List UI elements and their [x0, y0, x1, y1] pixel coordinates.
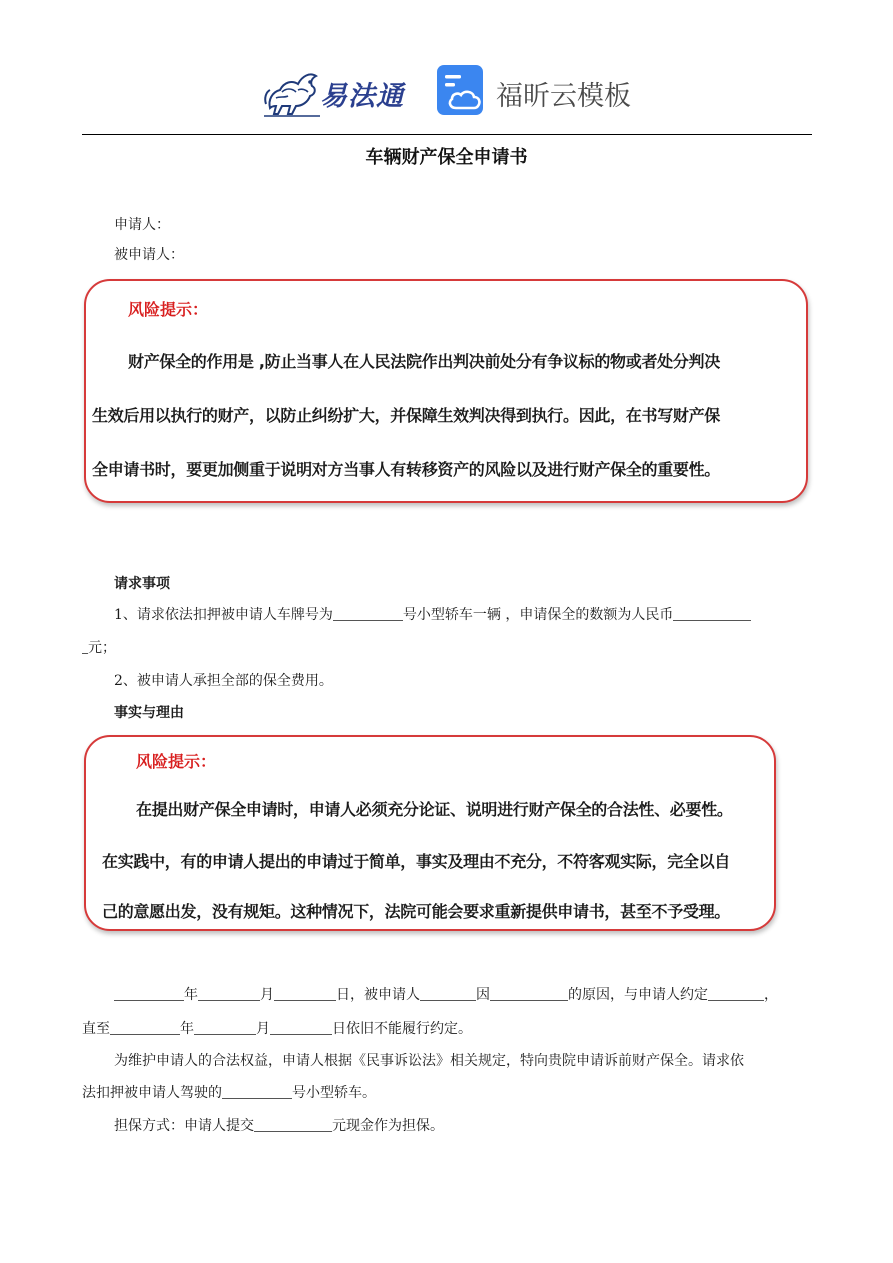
header-divider [82, 134, 812, 135]
because-label: 因 [476, 987, 490, 1003]
respondent-label: 被申请人： [114, 247, 184, 263]
respondent-name-blank[interactable] [420, 986, 476, 1001]
request-item-1-cont [82, 637, 116, 657]
seize-vehicle-text: 法扣押被申请人驾驶的 [82, 1085, 222, 1101]
request-item-2: 2、被申请人承担全部的保全费用。 [114, 673, 333, 689]
reason-label: 的原因，与申请人约定 [568, 987, 708, 1003]
risk-tip-line: 在提出财产保全申请时，申请人必须充分论证、说明进行财产保全的合法性、必要性。 [136, 800, 733, 819]
amount-blank[interactable] [673, 606, 751, 621]
request-item-1-end: 元； [88, 640, 116, 656]
risk-tip-line: 在实践中，有的申请人提出的申请过于简单，事实及理由不充分，不符客观实际，完全以自 [102, 852, 731, 871]
document-title: 车辆财产保全申请书 [365, 147, 528, 168]
month-label: 月 [260, 987, 274, 1003]
month-label: 月 [256, 1021, 270, 1037]
yifatong-logo-text: 易法通 [320, 81, 404, 112]
request-item-1-text: 1、请求依法扣押被申请人车牌号为 [114, 607, 333, 623]
risk-tip-box-2 [84, 735, 776, 931]
header-logos [0, 58, 893, 122]
cloud-document-icon [436, 64, 486, 116]
risk-tip-title: 风险提示： [128, 300, 209, 319]
end-label: 日依旧不能履行约定。 [332, 1021, 472, 1037]
guarantee-text: 担保方式：申请人提交 [114, 1118, 254, 1134]
fuxin-logo [436, 62, 636, 118]
vehicle-plate-blank[interactable] [222, 1084, 292, 1099]
reason-blank[interactable] [490, 986, 568, 1001]
risk-tip-line: 全申请书时，要更加侧重于说明对方当事人有转移资产的风险以及进行财产保全的重要性。 [92, 460, 721, 479]
risk-tip-box-1 [84, 279, 808, 503]
end-year-blank[interactable] [110, 1020, 180, 1035]
risk-tip-line: 生效后用以执行的财产，以防止纠纷扩大，并保障生效判决得到执行。因此，在书写财产保 [92, 406, 721, 425]
fuxin-logo-text: 福昕云模板 [496, 81, 631, 112]
guarantee-amount-blank[interactable] [254, 1117, 332, 1132]
requests-heading: 请求事项 [114, 576, 170, 592]
request-item-1 [114, 604, 751, 624]
qilin-mascot-icon [262, 62, 322, 118]
year-label: 年 [184, 987, 198, 1003]
day-respondent-label: 日，被申请人 [336, 987, 420, 1003]
agreement-blank[interactable] [708, 986, 764, 1001]
end-month-blank[interactable] [194, 1020, 256, 1035]
yifatong-logo [262, 62, 414, 118]
facts-paragraph-1-cont [82, 1018, 472, 1038]
risk-tip-line: 己的意愿出发，没有规矩。这种情况下，法院可能会要求重新提供申请书，甚至不予受理。 [102, 902, 731, 921]
facts-paragraph-2-cont [82, 1082, 376, 1102]
end-day-blank[interactable] [270, 1020, 332, 1035]
facts-paragraph-1 [114, 984, 778, 1004]
guarantee-text-2: 元现金作为担保。 [332, 1118, 444, 1134]
start-month-blank[interactable] [198, 986, 260, 1001]
guarantee-line [114, 1115, 444, 1135]
start-year-blank[interactable] [114, 986, 184, 1001]
year-label: 年 [180, 1021, 194, 1037]
until-label: 直至 [82, 1021, 110, 1037]
request-item-1-text-2: 号小型轿车一辆 ，申请保全的数额为人民币 [402, 607, 674, 623]
risk-tip-line: 财产保全的作用是 ,防止当事人在人民法院作出判决前处分有争议标的物或者处分判决 [128, 352, 720, 371]
risk-tip-title: 风险提示： [136, 752, 217, 771]
facts-paragraph-2: 为维护申请人的合法权益，申请人根据《民事诉讼法》相关规定，特向贵院申请诉前财产保全。请求依 [114, 1053, 744, 1069]
start-day-blank[interactable] [274, 986, 336, 1001]
plate-number-blank[interactable] [333, 606, 403, 621]
comma: ， [764, 987, 778, 1003]
facts-heading: 事实与理由 [114, 705, 184, 721]
applicant-label: 申请人： [114, 217, 170, 233]
vehicle-type-text: 号小型轿车。 [292, 1085, 376, 1101]
